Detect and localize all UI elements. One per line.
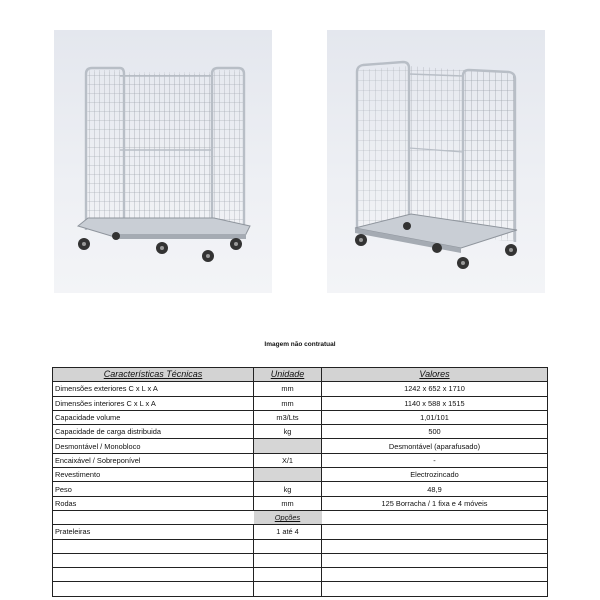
table-row — [53, 482, 548, 496]
table-row — [53, 382, 548, 396]
table-row — [53, 468, 548, 482]
options-header-spacer-left — [53, 510, 254, 524]
row-label: Dimensões interiores C x L x A — [53, 396, 254, 410]
row-label: Dimensões exteriores C x L x A — [53, 382, 254, 396]
table-row — [53, 410, 548, 424]
row-label: Desmontável / Monobloco — [53, 439, 254, 453]
row-unit: m3/Lts — [254, 410, 322, 424]
option-label — [53, 539, 254, 553]
technical-specs-table — [52, 367, 548, 597]
row-unit: mm — [254, 496, 322, 510]
option-value — [322, 525, 548, 539]
row-value: 500 — [322, 425, 548, 439]
header-values: Valores — [322, 368, 548, 382]
option-label — [53, 553, 254, 567]
option-label — [53, 568, 254, 582]
image-disclaimer: Imagem não contratual — [264, 341, 336, 348]
options-header: Opções — [254, 510, 322, 524]
table-row — [53, 425, 548, 439]
header-characteristics: Características Técnicas — [53, 368, 254, 382]
table-row — [53, 496, 548, 510]
table-row — [53, 582, 548, 596]
table-row — [53, 396, 548, 410]
option-value — [322, 553, 548, 567]
row-label: Capacidade de carga distribuida — [53, 425, 254, 439]
table-header-row — [53, 368, 548, 382]
row-value: 1,01/101 — [322, 410, 548, 424]
option-value — [322, 582, 548, 596]
row-unit: kg — [254, 482, 322, 496]
table-row — [53, 568, 548, 582]
table-row — [53, 453, 548, 467]
table-row — [53, 539, 548, 553]
row-value: 1242 x 652 x 1710 — [322, 382, 548, 396]
row-label: Capacidade volume — [53, 410, 254, 424]
wire-cart-illustration-angle — [327, 30, 545, 293]
option-value — [322, 568, 548, 582]
header-unit: Unidade — [254, 368, 322, 382]
wire-cart-illustration-front — [54, 30, 272, 293]
row-value: - — [322, 453, 548, 467]
row-value: 1140 x 588 x 1515 — [322, 396, 548, 410]
row-unit: kg — [254, 425, 322, 439]
row-value: 48,9 — [322, 482, 548, 496]
row-label: Revestimento — [53, 468, 254, 482]
row-unit: mm — [254, 396, 322, 410]
row-value: Desmontável (aparafusado) — [322, 439, 548, 453]
table-row — [53, 525, 548, 539]
row-unit — [254, 439, 322, 453]
row-label: Rodas — [53, 496, 254, 510]
option-value — [322, 539, 548, 553]
product-photo-front — [54, 30, 272, 293]
product-photo-angle — [327, 30, 545, 293]
row-value: 125 Borracha / 1 fixa e 4 móveis — [322, 496, 548, 510]
row-label: Encaixável / Sobreponível — [53, 453, 254, 467]
options-header-spacer-right — [322, 510, 548, 524]
row-label: Peso — [53, 482, 254, 496]
row-unit: mm — [254, 382, 322, 396]
row-value: Electrozincado — [322, 468, 548, 482]
table-row — [53, 439, 548, 453]
option-label: Prateleiras — [53, 525, 254, 539]
option-label — [53, 582, 254, 596]
option-unit — [254, 553, 322, 567]
options-header-row — [53, 510, 548, 524]
table-row — [53, 553, 548, 567]
option-unit: 1 até 4 — [254, 525, 322, 539]
option-unit — [254, 539, 322, 553]
option-unit — [254, 568, 322, 582]
row-unit — [254, 468, 322, 482]
option-unit — [254, 582, 322, 596]
row-unit: X/1 — [254, 453, 322, 467]
